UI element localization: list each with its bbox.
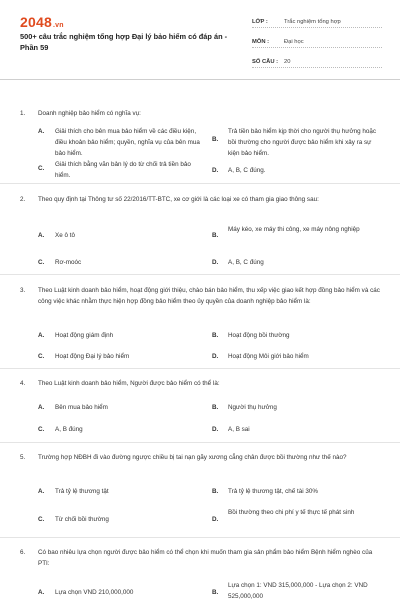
option-letter: D. — [212, 167, 219, 174]
meta-info — [252, 12, 382, 72]
option-c[interactable]: Hoạt động Đại lý bảo hiểm — [55, 353, 130, 360]
question-text: Theo Luật kinh doanh bảo hiểm, Người được bảo hiểm có thể là: — [38, 380, 220, 387]
meta-row-count — [252, 52, 382, 68]
option-b[interactable]: Trả tỷ lệ thương tật, chế tài 30% — [228, 488, 319, 495]
option-a[interactable]: Trả tỷ lệ thương tật — [55, 488, 109, 495]
option-b[interactable]: Người thụ hưởng — [228, 404, 277, 411]
option-letter: A. — [38, 128, 45, 135]
page-title: 500+ câu trắc nghiệm tổng hợp Đại lý bảo hiểm có đáp án - Phần 59 — [20, 32, 228, 52]
option-letter: C. — [38, 353, 45, 360]
option-c[interactable]: A, B đúng — [55, 426, 83, 433]
question-number: 5. — [20, 454, 26, 461]
meta-label: SỐ CÂU : — [252, 59, 279, 65]
option-c[interactable]: Rơ-moóc — [55, 259, 82, 266]
option-letter: B. — [212, 488, 219, 495]
question-number: 2. — [20, 196, 26, 203]
option-letter: C. — [38, 259, 45, 266]
question-number: 6. — [20, 549, 26, 556]
question-divider — [0, 368, 400, 369]
meta-value: Trắc nghiệm tổng hợp — [284, 19, 341, 25]
logo-tld: .vn — [52, 22, 64, 29]
option-letter: C. — [38, 426, 45, 433]
question-text: Theo Luật kinh doanh bảo hiểm, hoạt động giới thiệu, chào bán bảo hiểm, thu xếp việc giao kết hợp đồng bảo hiểm và các công việc khác nhằm thực hiện hợp đồng bảo hiểm theo ủy quyền của doanh nghiệp bảo hiểm là: — [38, 287, 380, 305]
meta-value: Đại học — [284, 39, 304, 45]
option-a[interactable]: Lựa chọn VND 210,000,000 — [55, 589, 134, 596]
question-divider — [0, 537, 400, 538]
option-b[interactable]: Trả tiền bảo hiểm kịp thời cho người thụ hưởng hoặc bồi thường cho người được bảo hiểm khi xảy ra sự kiện bảo hiểm. — [228, 128, 377, 157]
question-text: Có bao nhiêu lựa chọn người được bảo hiểm có thể chọn khi muốn tham gia sản phẩm bảo hiểm Bệnh hiểm nghèo của PTI: — [38, 549, 373, 567]
option-d[interactable]: A, B, C đúng. — [228, 167, 266, 174]
option-letter: D. — [212, 353, 219, 360]
option-d[interactable]: A, B, C đúng — [228, 259, 264, 266]
header — [0, 0, 400, 78]
question-number: 4. — [20, 380, 26, 387]
option-d[interactable]: A, B sai — [228, 426, 250, 433]
question-divider — [0, 274, 400, 275]
header-divider — [0, 79, 400, 80]
option-a[interactable]: Xe ô tô — [55, 232, 75, 239]
question-text: Doanh nghiệp bảo hiểm có nghĩa vụ: — [38, 110, 141, 117]
meta-value: 20 — [284, 59, 291, 65]
option-letter: B. — [212, 589, 219, 596]
option-a[interactable]: Giải thích cho bên mua bảo hiểm về các điều kiện, điều khoản bảo hiểm; quyền, nghĩa vụ của bên mua bảo hiểm. — [55, 128, 200, 157]
option-a[interactable]: Hoạt động giám định — [55, 332, 114, 339]
meta-row-class — [252, 12, 382, 28]
option-letter: D. — [212, 259, 219, 266]
site-logo[interactable] — [20, 14, 64, 30]
logo-main: 2048 — [20, 14, 52, 30]
option-b[interactable]: Hoạt động bồi thường — [228, 332, 290, 339]
option-b[interactable]: Lựa chọn 1: VND 315,000,000 - Lựa chọn 2: VND 525,000,000 — [228, 582, 368, 600]
option-letter: D. — [212, 516, 219, 523]
meta-label: MÔN : — [252, 39, 270, 45]
question-text: Trường hợp NĐBH đi vào đường ngược chiều bị tai nạn gãy xương cẳng chân được bồi thường như thế nào? — [38, 454, 347, 461]
option-c[interactable]: Từ chối bồi thường — [55, 516, 109, 523]
option-letter: D. — [212, 426, 219, 433]
option-letter: B. — [212, 232, 219, 239]
question-number: 1. — [20, 110, 26, 117]
option-d[interactable]: Hoạt động Môi giới bảo hiểm — [228, 353, 309, 360]
option-letter: A. — [38, 488, 45, 495]
option-letter: B. — [212, 136, 219, 143]
meta-label: LỚP : — [252, 19, 268, 25]
question-number: 3. — [20, 287, 26, 294]
meta-row-subject — [252, 32, 382, 48]
question-divider — [0, 442, 400, 443]
option-letter: A. — [38, 589, 45, 596]
option-letter: A. — [38, 404, 45, 411]
question-text: Theo quy định tại Thông tư số 22/2016/TT-BTC, xe cơ giới là các loại xe có tham gia giao thông sau: — [38, 196, 319, 203]
question-divider — [0, 183, 400, 184]
option-letter: A. — [38, 332, 45, 339]
option-d[interactable]: Bồi thường theo chi phí y tế thực tế phát sinh — [228, 509, 355, 516]
option-letter: B. — [212, 404, 219, 411]
option-c[interactable]: Giải thích bằng văn bản lý do từ chối trả tiền bảo hiểm. — [55, 161, 191, 179]
option-letter: C. — [38, 516, 45, 523]
option-letter: B. — [212, 332, 219, 339]
option-letter: A. — [38, 232, 45, 239]
option-b[interactable]: Máy kéo, xe máy thi công, xe máy nông nghiệp — [228, 226, 360, 233]
option-a[interactable]: Bên mua bảo hiểm — [55, 404, 108, 411]
option-letter: C. — [38, 165, 45, 172]
